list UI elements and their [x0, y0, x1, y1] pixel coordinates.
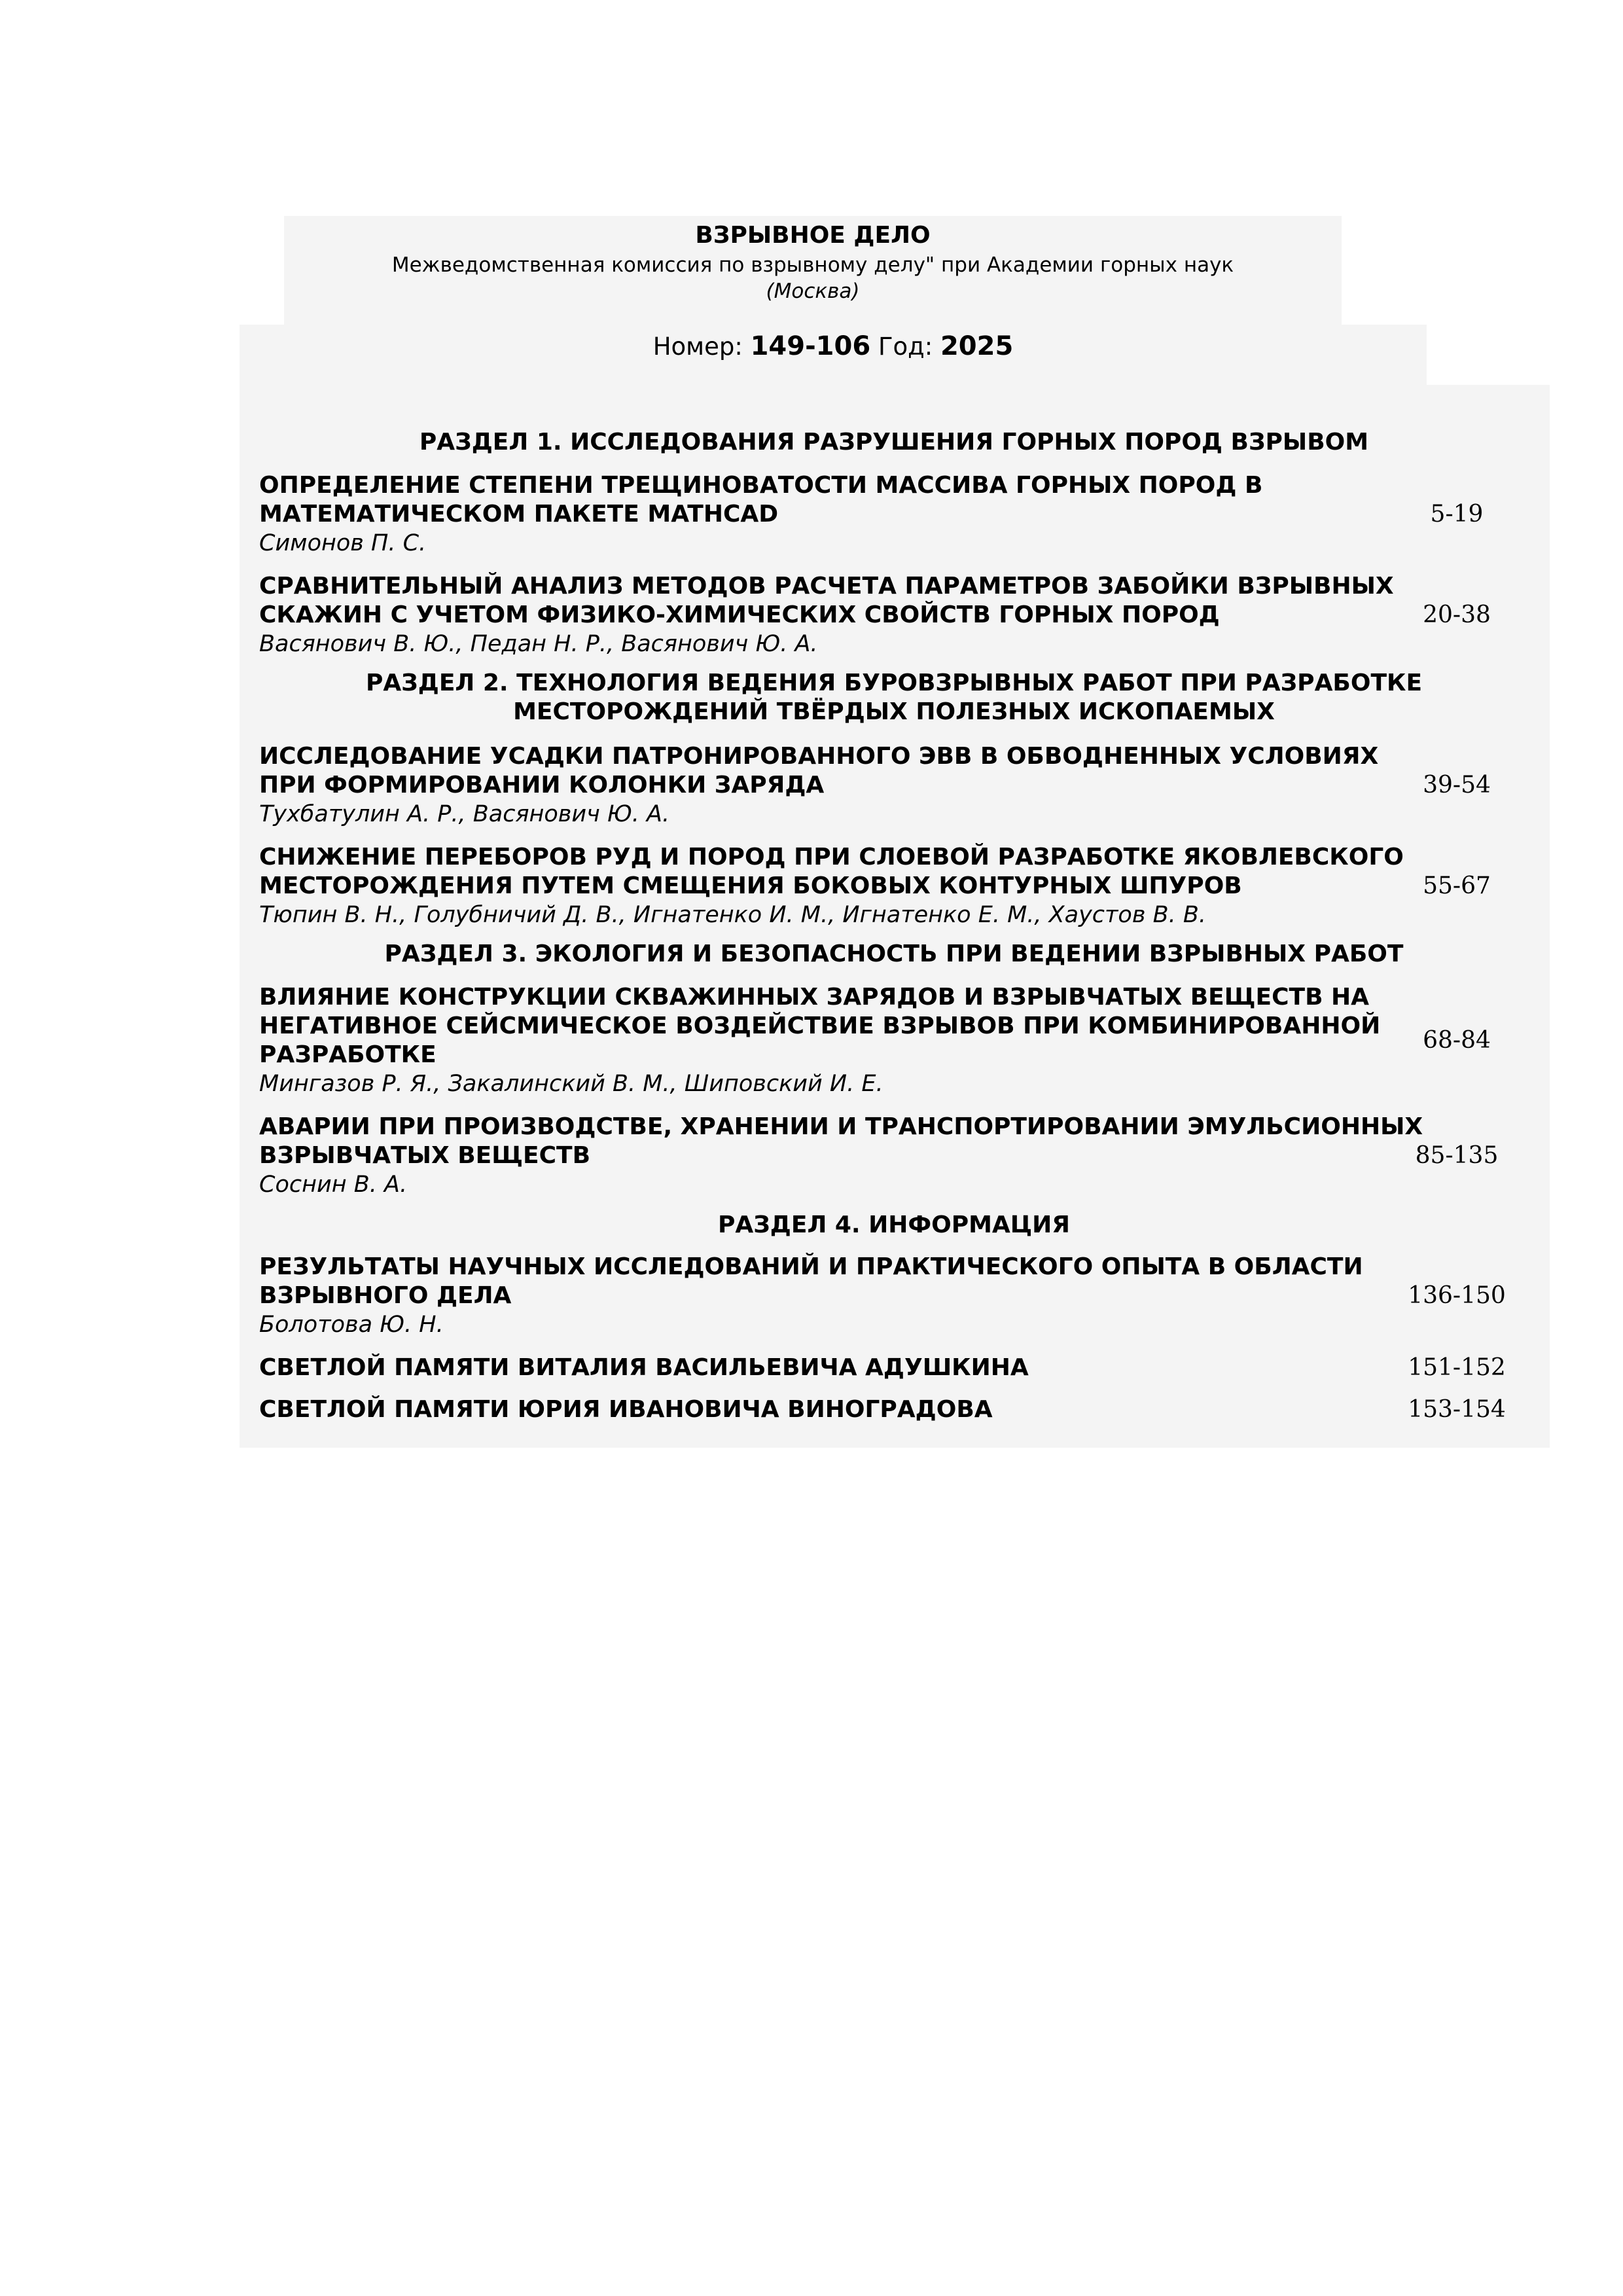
article-pages: 85-135	[1415, 1142, 1499, 1169]
issue-number[interactable]: 149-106	[750, 331, 871, 361]
article-pages: 20-38	[1423, 601, 1491, 628]
article-pages: 153-154	[1408, 1396, 1506, 1423]
article-title[interactable]: ВЛИЯНИЕ КОНСТРУКЦИИ СКВАЖИННЫХ ЗАРЯДОВ И ВЗРЫВЧАТЫХ ВЕЩЕСТВ НА НЕГАТИВНОЕ СЕЙСМИЧЕСКОЕ ВОЗДЕЙСТВИЕ ВЗРЫВОВ ПРИ КОМБИНИРОВАННОЙ РАЗРАБОТКЕ	[259, 984, 1381, 1068]
article-title[interactable]: ИССЛЕДОВАНИЕ УСАДКИ ПАТРОНИРОВАННОГО ЭВВ В ОБВОДНЕННЫХ УСЛОВИЯХ ПРИ ФОРМИРОВАНИИ КОЛОНКИ ЗАРЯДА	[259, 743, 1379, 798]
article-title[interactable]: ОПРЕДЕЛЕНИЕ СТЕПЕНИ ТРЕЩИНОВАТОСТИ МАССИВА ГОРНЫХ ПОРОД В МАТЕМАТИЧЕСКОМ ПАКЕТЕ MATHCAD	[259, 472, 1263, 528]
article-pages: 136-150	[1408, 1282, 1506, 1309]
article-title[interactable]: РЕЗУЛЬТАТЫ НАУЧНЫХ ИССЛЕДОВАНИЙ И ПРАКТИЧЕСКОГО ОПЫТА В ОБЛАСТИ ВЗРЫВНОГО ДЕЛА	[259, 1253, 1363, 1309]
section-heading: РАЗДЕЛ 4. ИНФОРМАЦИЯ	[717, 1211, 1071, 1238]
section-heading: РАЗДЕЛ 2. ТЕХНОЛОГИЯ ВЕДЕНИЯ БУРОВЗРЫВНЫХ РАБОТ ПРИ РАЗРАБОТКЕ МЕСТОРОЖДЕНИЙ ТВЁРДЫХ ПОЛЕЗНЫХ ИСКОПАЕМЫХ	[365, 670, 1423, 725]
issue-year-label: Год:	[878, 332, 933, 361]
issue-number-label: Номер:	[652, 332, 743, 361]
journal-publisher: Межведомственная комиссия по взрывному делу" при Академии горных наук	[391, 253, 1234, 277]
article-pages: 55-67	[1423, 872, 1491, 899]
issue-line	[240, 330, 1427, 363]
article-authors: Соснин В. А.	[259, 1172, 408, 1198]
article-pages: 39-54	[1423, 772, 1491, 798]
journal-title: ВЗРЫВНОЕ ДЕЛО	[695, 222, 931, 249]
table-of-contents	[240, 385, 1550, 1448]
article-pages: 68-84	[1423, 1027, 1491, 1054]
article-authors: Симонов П. С.	[259, 530, 427, 556]
article-authors: Болотова Ю. Н.	[259, 1312, 444, 1338]
article-title[interactable]: СВЕТЛОЙ ПАМЯТИ ВИТАЛИЯ ВАСИЛЬЕВИЧА АДУШКИНА	[259, 1354, 1029, 1381]
issue-year[interactable]: 2025	[940, 331, 1014, 361]
article-title[interactable]: СРАВНИТЕЛЬНЫЙ АНАЛИЗ МЕТОДОВ РАСЧЕТА ПАРАМЕТРОВ ЗАБОЙКИ ВЗРЫВНЫХ СКАЖИН С УЧЕТОМ ФИЗИКО-ХИМИЧЕСКИХ СВОЙСТВ ГОРНЫХ ПОРОД	[259, 573, 1394, 628]
article-title[interactable]: АВАРИИ ПРИ ПРОИЗВОДСТВЕ, ХРАНЕНИИ И ТРАНСПОРТИРОВАНИИ ЭМУЛЬСИОННЫХ ВЗРЫВЧАТЫХ ВЕЩЕСТВ	[259, 1113, 1423, 1169]
journal-header	[284, 216, 1342, 325]
section-heading: РАЗДЕЛ 3. ЭКОЛОГИЯ И БЕЗОПАСНОСТЬ ПРИ ВЕДЕНИИ ВЗРЫВНЫХ РАБОТ	[384, 941, 1404, 967]
article-title[interactable]: СВЕТЛОЙ ПАМЯТИ ЮРИЯ ИВАНОВИЧА ВИНОГРАДОВА	[259, 1396, 993, 1423]
article-authors: Тюпин В. Н., Голубничий Д. В., Игнатенко И. М., Игнатенко Е. М., Хаустов В. В.	[259, 902, 1206, 928]
article-authors: Васянович В. Ю., Педан Н. Р., Васянович Ю. А.	[259, 631, 818, 657]
article-authors: Мингазов Р. Я., Закалинский В. М., Шиповский И. Е.	[259, 1071, 883, 1097]
section-heading: РАЗДЕЛ 1. ИССЛЕДОВАНИЯ РАЗРУШЕНИЯ ГОРНЫХ ПОРОД ВЗРЫВОМ	[419, 429, 1369, 456]
issue-info	[240, 325, 1427, 385]
article-pages: 151-152	[1408, 1354, 1506, 1381]
article-authors: Тухбатулин А. Р., Васянович Ю. А.	[259, 801, 670, 827]
journal-city: (Москва)	[766, 279, 860, 303]
article-pages: 5-19	[1430, 501, 1484, 528]
article-title[interactable]: СНИЖЕНИЕ ПЕРЕБОРОВ РУД И ПОРОД ПРИ СЛОЕВОЙ РАЗРАБОТКЕ ЯКОВЛЕВСКОГО МЕСТОРОЖДЕНИЯ ПУТЕМ СМЕЩЕНИЯ БОКОВЫХ КОНТУРНЫХ ШПУРОВ	[259, 844, 1404, 899]
